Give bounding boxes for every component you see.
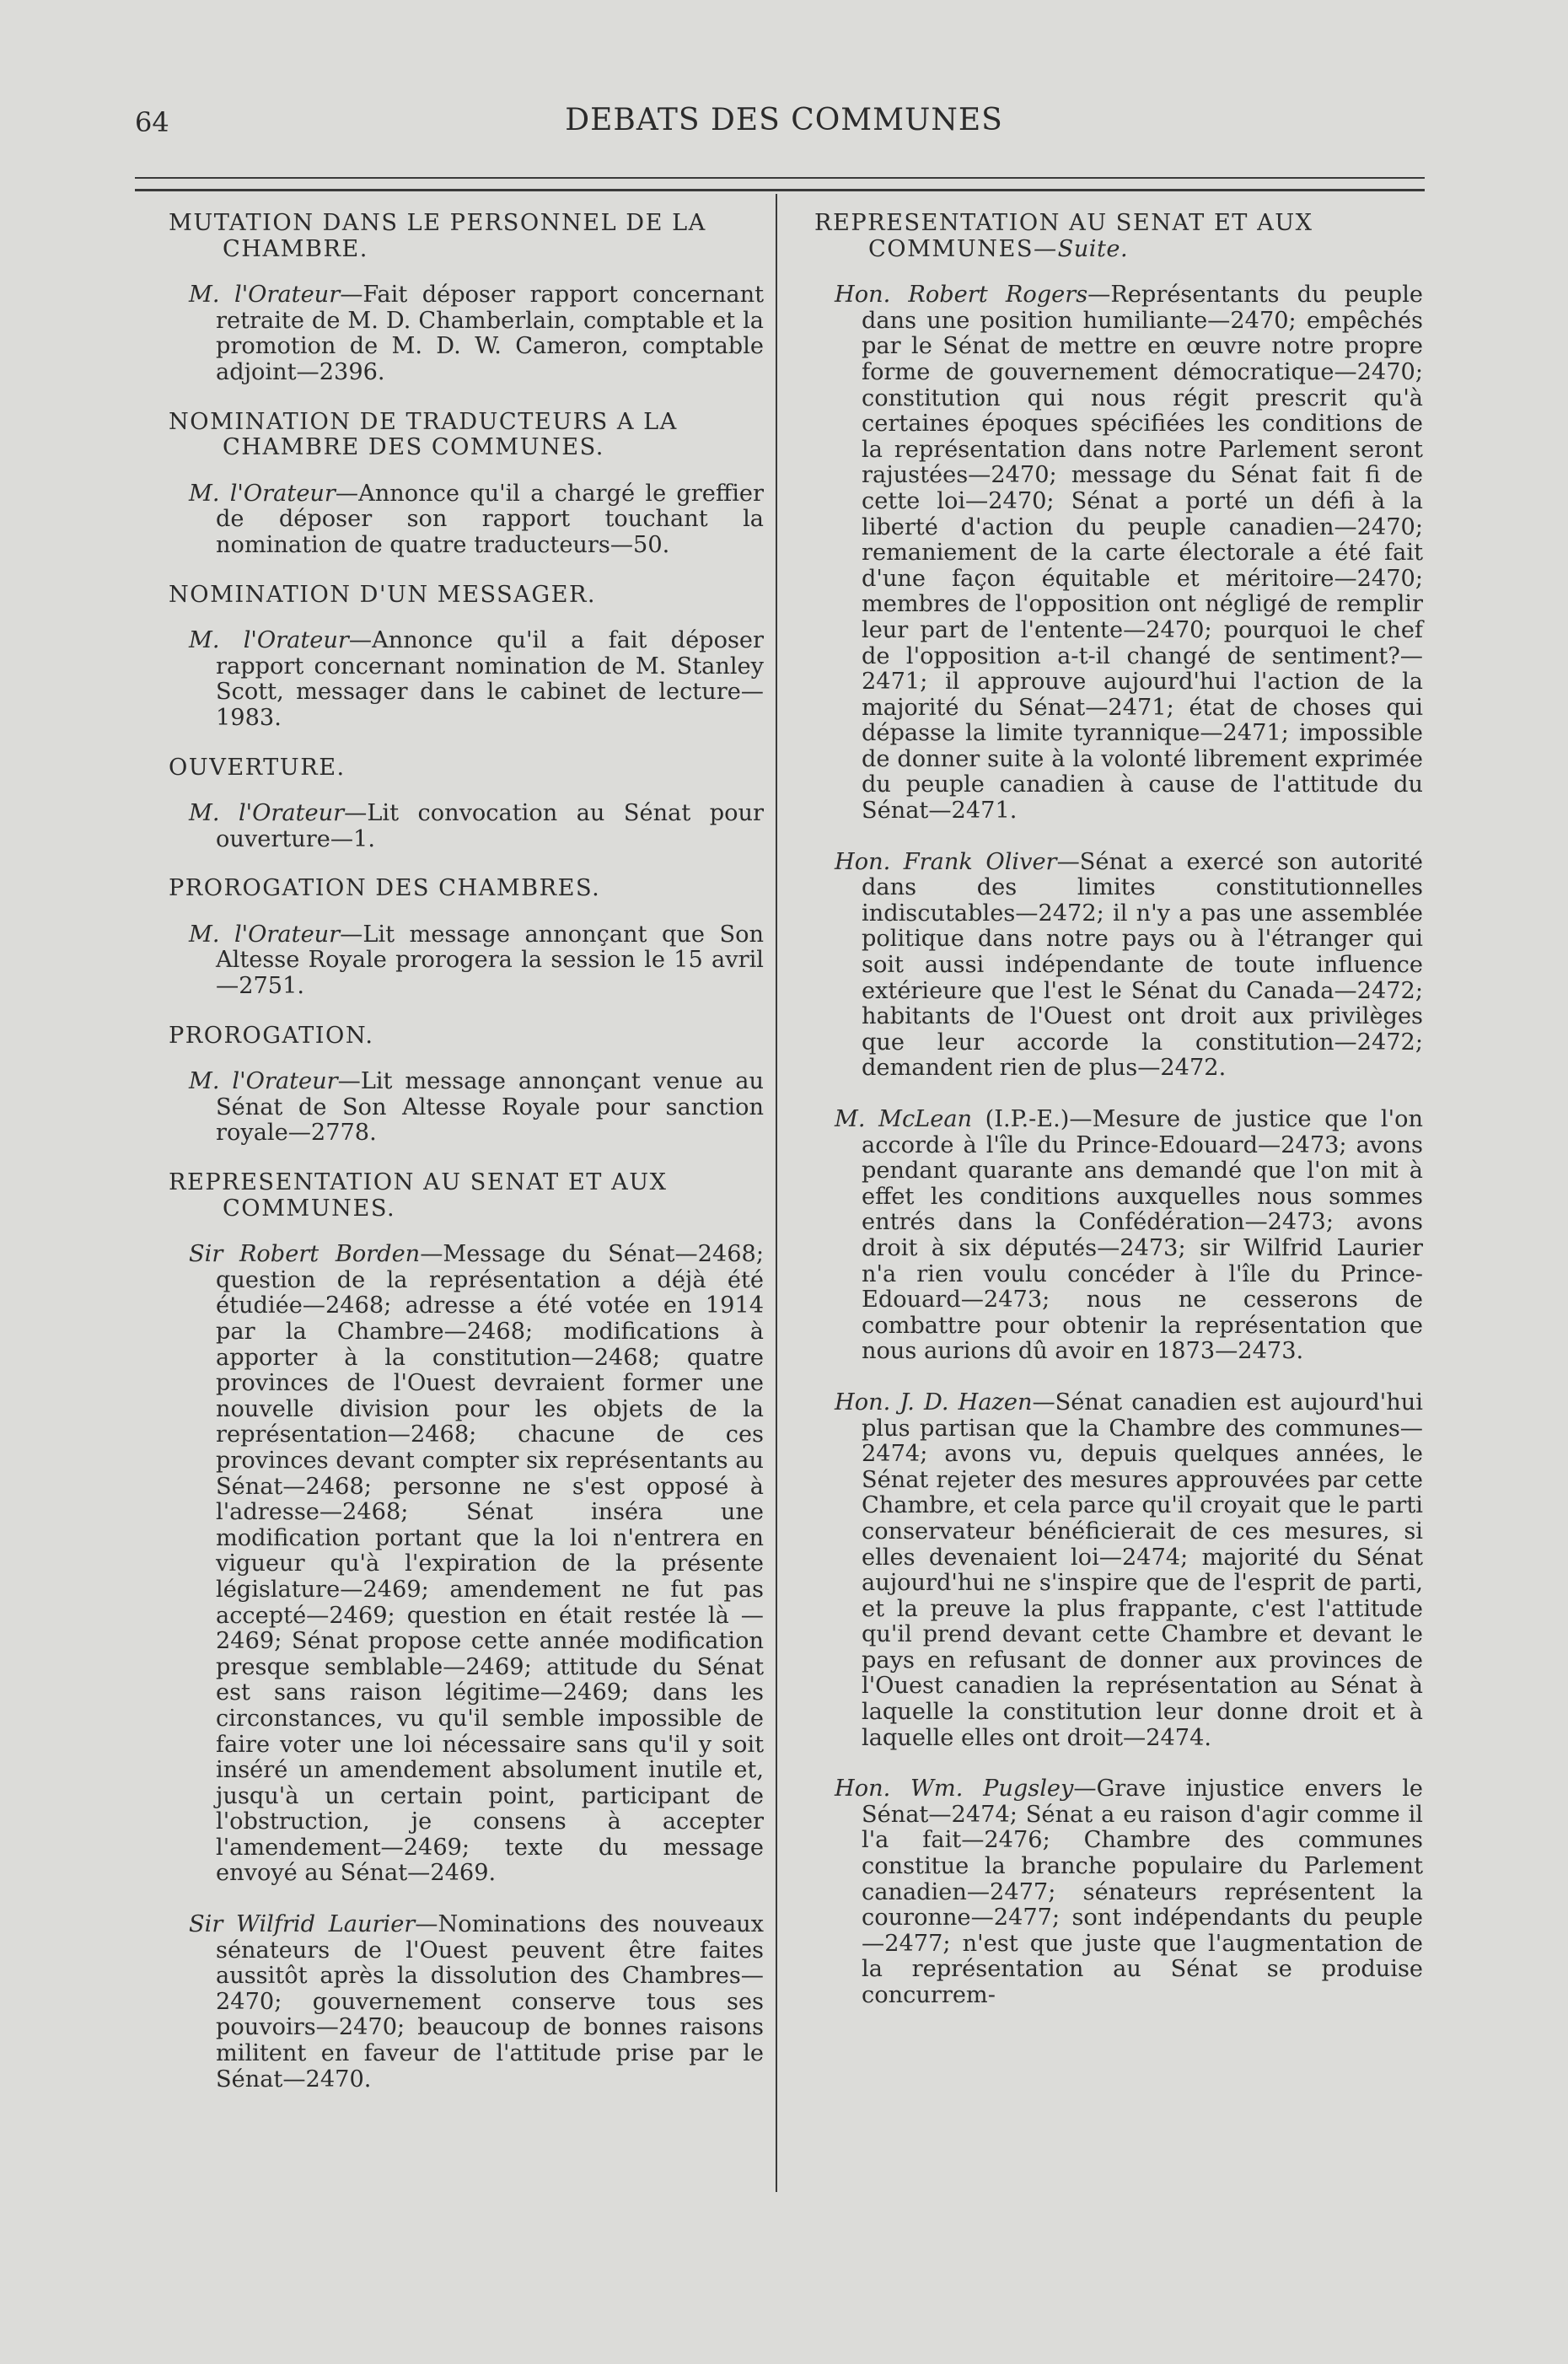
index-section [169,410,764,559]
index-entry [814,282,1423,824]
index-entry [814,850,1423,1082]
index-section [169,211,764,386]
index-entry [814,1390,1423,1751]
speaker-name: Sir Wilfrid Laurier [189,1911,416,1938]
index-section [169,583,764,732]
entry-text: —Lit message annonçant venue au Sénat de Son Altesse Royale pour sanction royale—2778. [216,1068,764,1147]
entry-text: —Sénat canadien est aujourd'hui plus partisan que la Chambre des communes—2474; avons vu, depuis quelques années, le Sénat rejeter des mesures approuvées par cette Chambre, et cela parce qu'il croyait que le parti conservateur bénéficierait de ces mesures, si elles devenaient loi—2474; majorité du Sénat aujourd'hui ne s'inspire que de l'esprit de parti, et la preuve la plus frappante, c'est l'attitude qu'il prend devant cette Chambre et devant le pays en refusant de donner aux provinces de l'Ouest canadien la représentation au Sénat à laquelle la constitution leur donne droit et à laquelle elles ont droit—2474. [862,1389,1423,1751]
section-heading: PROROGATION. [169,1022,374,1049]
index-section [169,755,764,853]
speaker-name: Hon. Wm. Pugsley [835,1776,1074,1803]
speaker-name: Hon. Frank Oliver [835,848,1057,875]
speaker-name: M. l'Orateur [189,800,345,827]
entry-text: —Lit convocation au Sénat pour ouverture—1. [216,800,764,852]
speaker-name: M. l'Orateur [189,627,349,654]
index-entry [814,1776,1423,2008]
entry-text: —Fait déposer rapport concernant retraite de M. D. Chamberlain, comptable et la promotion de M. D. W. Cameron, comptable adjoint—2396. [216,282,765,385]
speaker-name: M. l'Orateur [189,282,341,309]
index-entry [169,1069,764,1147]
speaker-name: Hon. Robert Rogers [835,282,1088,309]
entry-text: —Annonce qu'il a chargé le greffier de déposer son rapport touchant la nomination de quatre traducteurs—50. [216,480,764,558]
index-section [169,1024,764,1147]
left-column [169,211,764,2116]
section-heading: NOMINATION D'UN MESSAGER. [169,581,597,608]
section-heading: REPRESENTATION AU SENAT ET AUX COMMUNES. [169,1169,668,1222]
right-column [814,211,1423,2009]
entry-text: —Nominations des nouveaux sénateurs de l'Ouest peuvent être faites aussitôt après la dissolution des Chambres—2470; gouvernement conserve tous ses pouvoirs—2470; beaucoup de bonnes raisons militent en faveur de l'attitude prise par le Sénat—2470. [216,1911,764,2093]
section-heading: NOMINATION DE TRADUCTEURS A LA CHAMBRE DES COMMUNES. [169,408,678,461]
index-entry [814,1107,1423,1365]
index-entry [169,1912,764,2093]
section-heading [814,211,1423,262]
speaker-name: Hon. J. D. Hazen [835,1389,1033,1416]
section-heading: OUVERTURE. [169,754,346,781]
index-entry [169,282,764,385]
entry-text: —Représentants du peuple dans une position humiliante—2470; empêchés par le Sénat de mettre en œuvre notre propre forme de gouvernement démocratique—2470; constitution qui nous régit prescrit qu'à certaines époques spécifiées les conditions de la représentation dans notre Parlement seront rajustées—2470; message du Sénat fait fi de cette loi—2470; Sénat a porté un défi à la liberté d'action du peuple canadien—2470; remaniement de la carte électorale a été fait d'une façon équitable et méritoire—2470; membres de l'opposition ont négligé de remplir leur part de l'entente—2470; pourquoi le chef de l'opposition a-t-il changé de sentiment?—2471; il approuve aujourd'hui l'action de la majorité du Sénat—2471; état de choses qui dépasse la limite tyrannique—2471; impossible de donner suite à la volonté librement exprimée du peuple canadien à cause de l'attitude du Sénat—2471. [862,282,1423,825]
speaker-name: M. McLean [835,1106,973,1132]
index-entry [169,922,764,1000]
entry-text: —Annonce qu'il a fait déposer rapport concernant nomination de M. Stanley Scott, messager dans le cabinet de lecture—1983. [216,627,764,731]
index-entry [169,1242,764,1887]
entry-text: —Message du Sénat—2468; question de la représentation a déjà été étudiée—2468; adresse a été votée en 1914 par la Chambre—2468; modifications à apporter à la constitution—2468; quatre provinces de l'Ouest devraient former une nouvelle division pour les objets de la représentation—2468; chacune de ces provinces devant compter six représentants au Sénat—2468; personne ne s'est opposé à l'adresse—2468; Sénat inséra une modification portant que la loi n'entrera en vigueur qu'à l'expiration de la présente législature—2469; amendement ne fut pas accepté—2469; question en était restée là —2469; Sénat propose cette année modification presque semblable—2469; attitude du Sénat est sans raison légitime—2469; dans les circonstances, vu qu'il semble impossible de faire voter une loi nécessaire sans qu'il y soit inséré un amendement absolument inutile et, jusqu'à un certain point, participant de l'obstruction, je consens à accepter l'amendement—2469; texte du message envoyé au Sénat—2469. [216,1241,764,1887]
entry-text: —Grave injustice envers le Sénat—2474; Sénat a eu raison d'agir comme il l'a fait—2476; Chambre des communes constitue la branche populaire du Parlement canadien—2477; sénateurs représentent la couronne—2477; sont indépendants du peuple—2477; n'est que juste que l'augmentation de la représentation au Sénat se produise concurrem- [862,1776,1423,2008]
index-section [169,876,764,999]
index-entry [169,481,764,559]
header-rule-thin [135,177,1425,179]
section-heading: PROROGATION DES CHAMBRES. [169,875,601,902]
running-title: DEBATS DES COMMUNES [565,103,1003,137]
heading-main: REPRESENTATION AU SENAT ET AUX COMMUNES— [814,210,1313,262]
speaker-name: M. l'Orateur [189,1068,338,1095]
index-entry [169,801,764,852]
column-divider [776,194,777,2192]
entry-text: (I.P.-E.)—Mesure de justice que l'on accorde à l'île du Prince-Edouard—2473; avons pendant quarante ans demandé que l'on mit à effet les conditions auxquelles nous sommes entrés dans la Confédération—2473; avons droit à six députés—2473; sir Wilfrid Laurier n'a rien voulu concéder à l'île du Prince-Edouard—2473; nous ne cesserons de combattre pour obtenir la représentation que nous aurions dû avoir en 1873—2473. [862,1106,1423,1365]
speaker-name: Sir Robert Borden [189,1241,421,1268]
section-heading: MUTATION DANS LE PERSONNEL DE LA CHAMBRE. [169,210,706,262]
index-section [169,1170,764,2093]
index-entry [169,628,764,731]
header-rule-thick [135,189,1425,191]
heading-suffix: Suite. [1057,235,1129,262]
entry-text: —Sénat a exercé son autorité dans des limites constitutionnelles indiscutables—2472; il n'y a pas une assemblée politique dans notre pays ou à l'étranger qui soit aussi indépendante de toute influence extérieure que l'est le Sénat du Canada—2472; habitants de l'Ouest ont droit aux privilèges que leur accorde la constitution—2472; demandent rien de plus—2472. [862,848,1423,1082]
page-number: 64 [135,106,169,138]
speaker-name: M. l'Orateur [189,480,336,507]
entry-text: —Lit message annonçant que Son Altesse Royale prorogera la session le 15 avril—2751. [216,921,764,1000]
speaker-name: M. l'Orateur [189,921,341,948]
